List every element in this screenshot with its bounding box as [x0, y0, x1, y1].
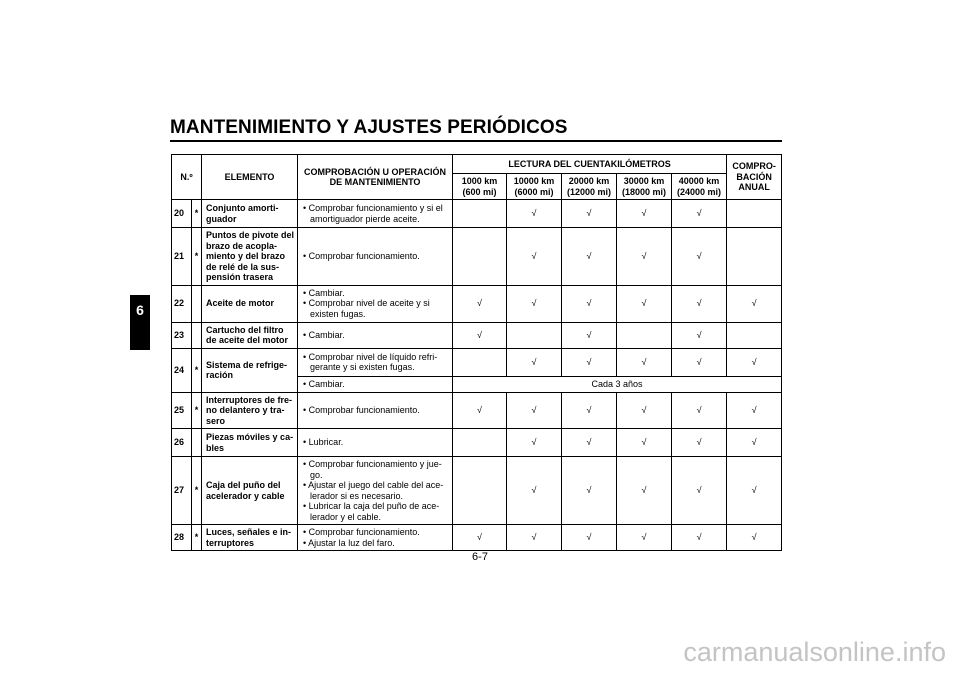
row-check: [298, 322, 453, 348]
check-item: • Cambiar.: [303, 330, 448, 341]
check-mark: √: [727, 392, 782, 429]
odo-col-header: 1000 km (600 mi): [453, 174, 507, 200]
check-item: • Ajustar el juego del cable del ace-lerador si es necesario.: [303, 480, 448, 501]
page-number: 6-7: [472, 551, 488, 563]
check-mark: √: [453, 322, 507, 348]
check-mark: √: [672, 285, 727, 322]
table-row: [172, 429, 782, 457]
check-mark: √: [672, 392, 727, 429]
row-item: Sistema de refrige-ración: [202, 348, 298, 392]
check-mark: √: [562, 322, 617, 348]
check-mark: √: [507, 348, 562, 376]
odo-col-header: 10000 km (6000 mi): [507, 174, 562, 200]
check-item: • Comprobar funcionamiento.: [303, 527, 448, 538]
row-star: *: [192, 228, 202, 286]
check-mark: √: [562, 429, 617, 457]
check-mark: [453, 457, 507, 525]
watermark: carmanualsonline.info: [683, 637, 946, 667]
check-mark: √: [672, 429, 727, 457]
maintenance-table: [171, 154, 782, 551]
table-row: [172, 348, 782, 376]
check-mark: √: [507, 285, 562, 322]
row-item: Aceite de motor: [202, 285, 298, 322]
row-number: 26: [172, 429, 192, 457]
check-mark: [727, 200, 782, 228]
check-mark: [617, 322, 672, 348]
row-number: 23: [172, 322, 192, 348]
header-item: ELEMENTO: [202, 155, 298, 200]
check-mark: √: [727, 429, 782, 457]
header-num: N.º: [172, 155, 202, 200]
row-star: *: [192, 457, 202, 525]
check-mark: √: [727, 285, 782, 322]
check-mark: √: [672, 525, 727, 551]
interval-span: Cada 3 años: [453, 376, 782, 392]
check-mark: √: [672, 228, 727, 286]
check-item: • Comprobar funcionamiento y jue-go.: [303, 459, 448, 480]
row-item: Conjunto amorti-guador: [202, 200, 298, 228]
check-mark: √: [507, 200, 562, 228]
row-number: 20: [172, 200, 192, 228]
row-item: Cartucho del filtro de aceite del motor: [202, 322, 298, 348]
table-row: [172, 200, 782, 228]
row-check: [298, 376, 453, 392]
table-row: [172, 457, 782, 525]
check-mark: √: [453, 285, 507, 322]
row-star: [192, 429, 202, 457]
check-mark: √: [507, 429, 562, 457]
chapter-tab: 6: [130, 295, 150, 350]
check-item: • Cambiar.: [303, 379, 448, 390]
table-row: [172, 322, 782, 348]
odo-col-header: 20000 km (12000 mi): [562, 174, 617, 200]
check-mark: √: [617, 348, 672, 376]
header-odometer: LECTURA DEL CUENTAKILÓMETROS: [453, 155, 727, 174]
row-star: *: [192, 200, 202, 228]
check-item: • Lubricar la caja del puño de ace-lerador y el cable.: [303, 501, 448, 522]
check-mark: √: [453, 525, 507, 551]
check-mark: √: [672, 348, 727, 376]
check-mark: √: [617, 457, 672, 525]
check-mark: [727, 228, 782, 286]
check-mark: √: [617, 525, 672, 551]
row-check: [298, 200, 453, 228]
check-mark: √: [672, 457, 727, 525]
check-mark: [727, 322, 782, 348]
check-item: • Comprobar funcionamiento.: [303, 251, 448, 262]
row-check: [298, 429, 453, 457]
header-check: COMPROBACIÓN U OPERACIÓN DE MANTENIMIENTO: [298, 155, 453, 200]
row-number: 22: [172, 285, 192, 322]
check-mark: √: [507, 228, 562, 286]
check-mark: √: [562, 348, 617, 376]
row-check: [298, 392, 453, 429]
row-check: [298, 285, 453, 322]
check-mark: √: [672, 200, 727, 228]
row-item: Puntos de pivote del brazo de acopla-miento y del brazo de relé de la sus-pensión trasera: [202, 228, 298, 286]
check-mark: [453, 200, 507, 228]
check-mark: [453, 348, 507, 376]
row-star: [192, 285, 202, 322]
row-star: *: [192, 392, 202, 429]
row-item: Interruptores de fre-no delantero y tra-sero: [202, 392, 298, 429]
row-star: *: [192, 525, 202, 551]
row-number: 24: [172, 348, 192, 392]
row-star: *: [192, 348, 202, 392]
check-item: • Cambiar.: [303, 288, 448, 299]
row-check: [298, 525, 453, 551]
check-mark: √: [617, 285, 672, 322]
row-check: [298, 348, 453, 376]
check-mark: √: [507, 525, 562, 551]
check-item: • Comprobar nivel de líquido refri-gerante y si existen fugas.: [303, 352, 448, 373]
check-mark: √: [672, 322, 727, 348]
check-mark: √: [617, 429, 672, 457]
table-row: [172, 228, 782, 286]
check-mark: √: [562, 285, 617, 322]
check-mark: √: [562, 525, 617, 551]
check-item: • Comprobar funcionamiento.: [303, 405, 448, 416]
check-mark: [453, 228, 507, 286]
check-mark: √: [453, 392, 507, 429]
odo-col-header: 40000 km (24000 mi): [672, 174, 727, 200]
row-item: Caja del puño del acelerador y cable: [202, 457, 298, 525]
check-item: • Comprobar nivel de aceite y si existen fugas.: [303, 298, 448, 319]
header-annual: COMPRO-BACIÓN ANUAL: [727, 155, 782, 200]
table-row: [172, 285, 782, 322]
row-star: [192, 322, 202, 348]
check-mark: √: [562, 228, 617, 286]
row-check: [298, 228, 453, 286]
odo-col-header: 30000 km (18000 mi): [617, 174, 672, 200]
check-mark: √: [617, 200, 672, 228]
check-mark: [453, 429, 507, 457]
row-item: Luces, señales e in-terruptores: [202, 525, 298, 551]
check-mark: √: [617, 228, 672, 286]
check-mark: √: [727, 525, 782, 551]
check-mark: √: [507, 392, 562, 429]
table-row: [172, 392, 782, 429]
table-row: [172, 525, 782, 551]
check-mark: [507, 322, 562, 348]
page-title: MANTENIMIENTO Y AJUSTES PERIÓDICOS: [170, 117, 568, 138]
row-number: 28: [172, 525, 192, 551]
check-item: • Ajustar la luz del faro.: [303, 538, 448, 549]
row-check: [298, 457, 453, 525]
check-mark: √: [562, 392, 617, 429]
check-mark: √: [562, 200, 617, 228]
title-rule: [170, 140, 782, 142]
row-number: 21: [172, 228, 192, 286]
row-item: Piezas móviles y ca-bles: [202, 429, 298, 457]
check-item: • Comprobar funcionamiento y si el amortiguador pierde aceite.: [303, 203, 448, 224]
check-mark: √: [727, 348, 782, 376]
check-mark: √: [617, 392, 672, 429]
check-item: • Lubricar.: [303, 437, 448, 448]
check-mark: √: [562, 457, 617, 525]
row-number: 27: [172, 457, 192, 525]
check-mark: √: [727, 457, 782, 525]
row-number: 25: [172, 392, 192, 429]
check-mark: √: [507, 457, 562, 525]
